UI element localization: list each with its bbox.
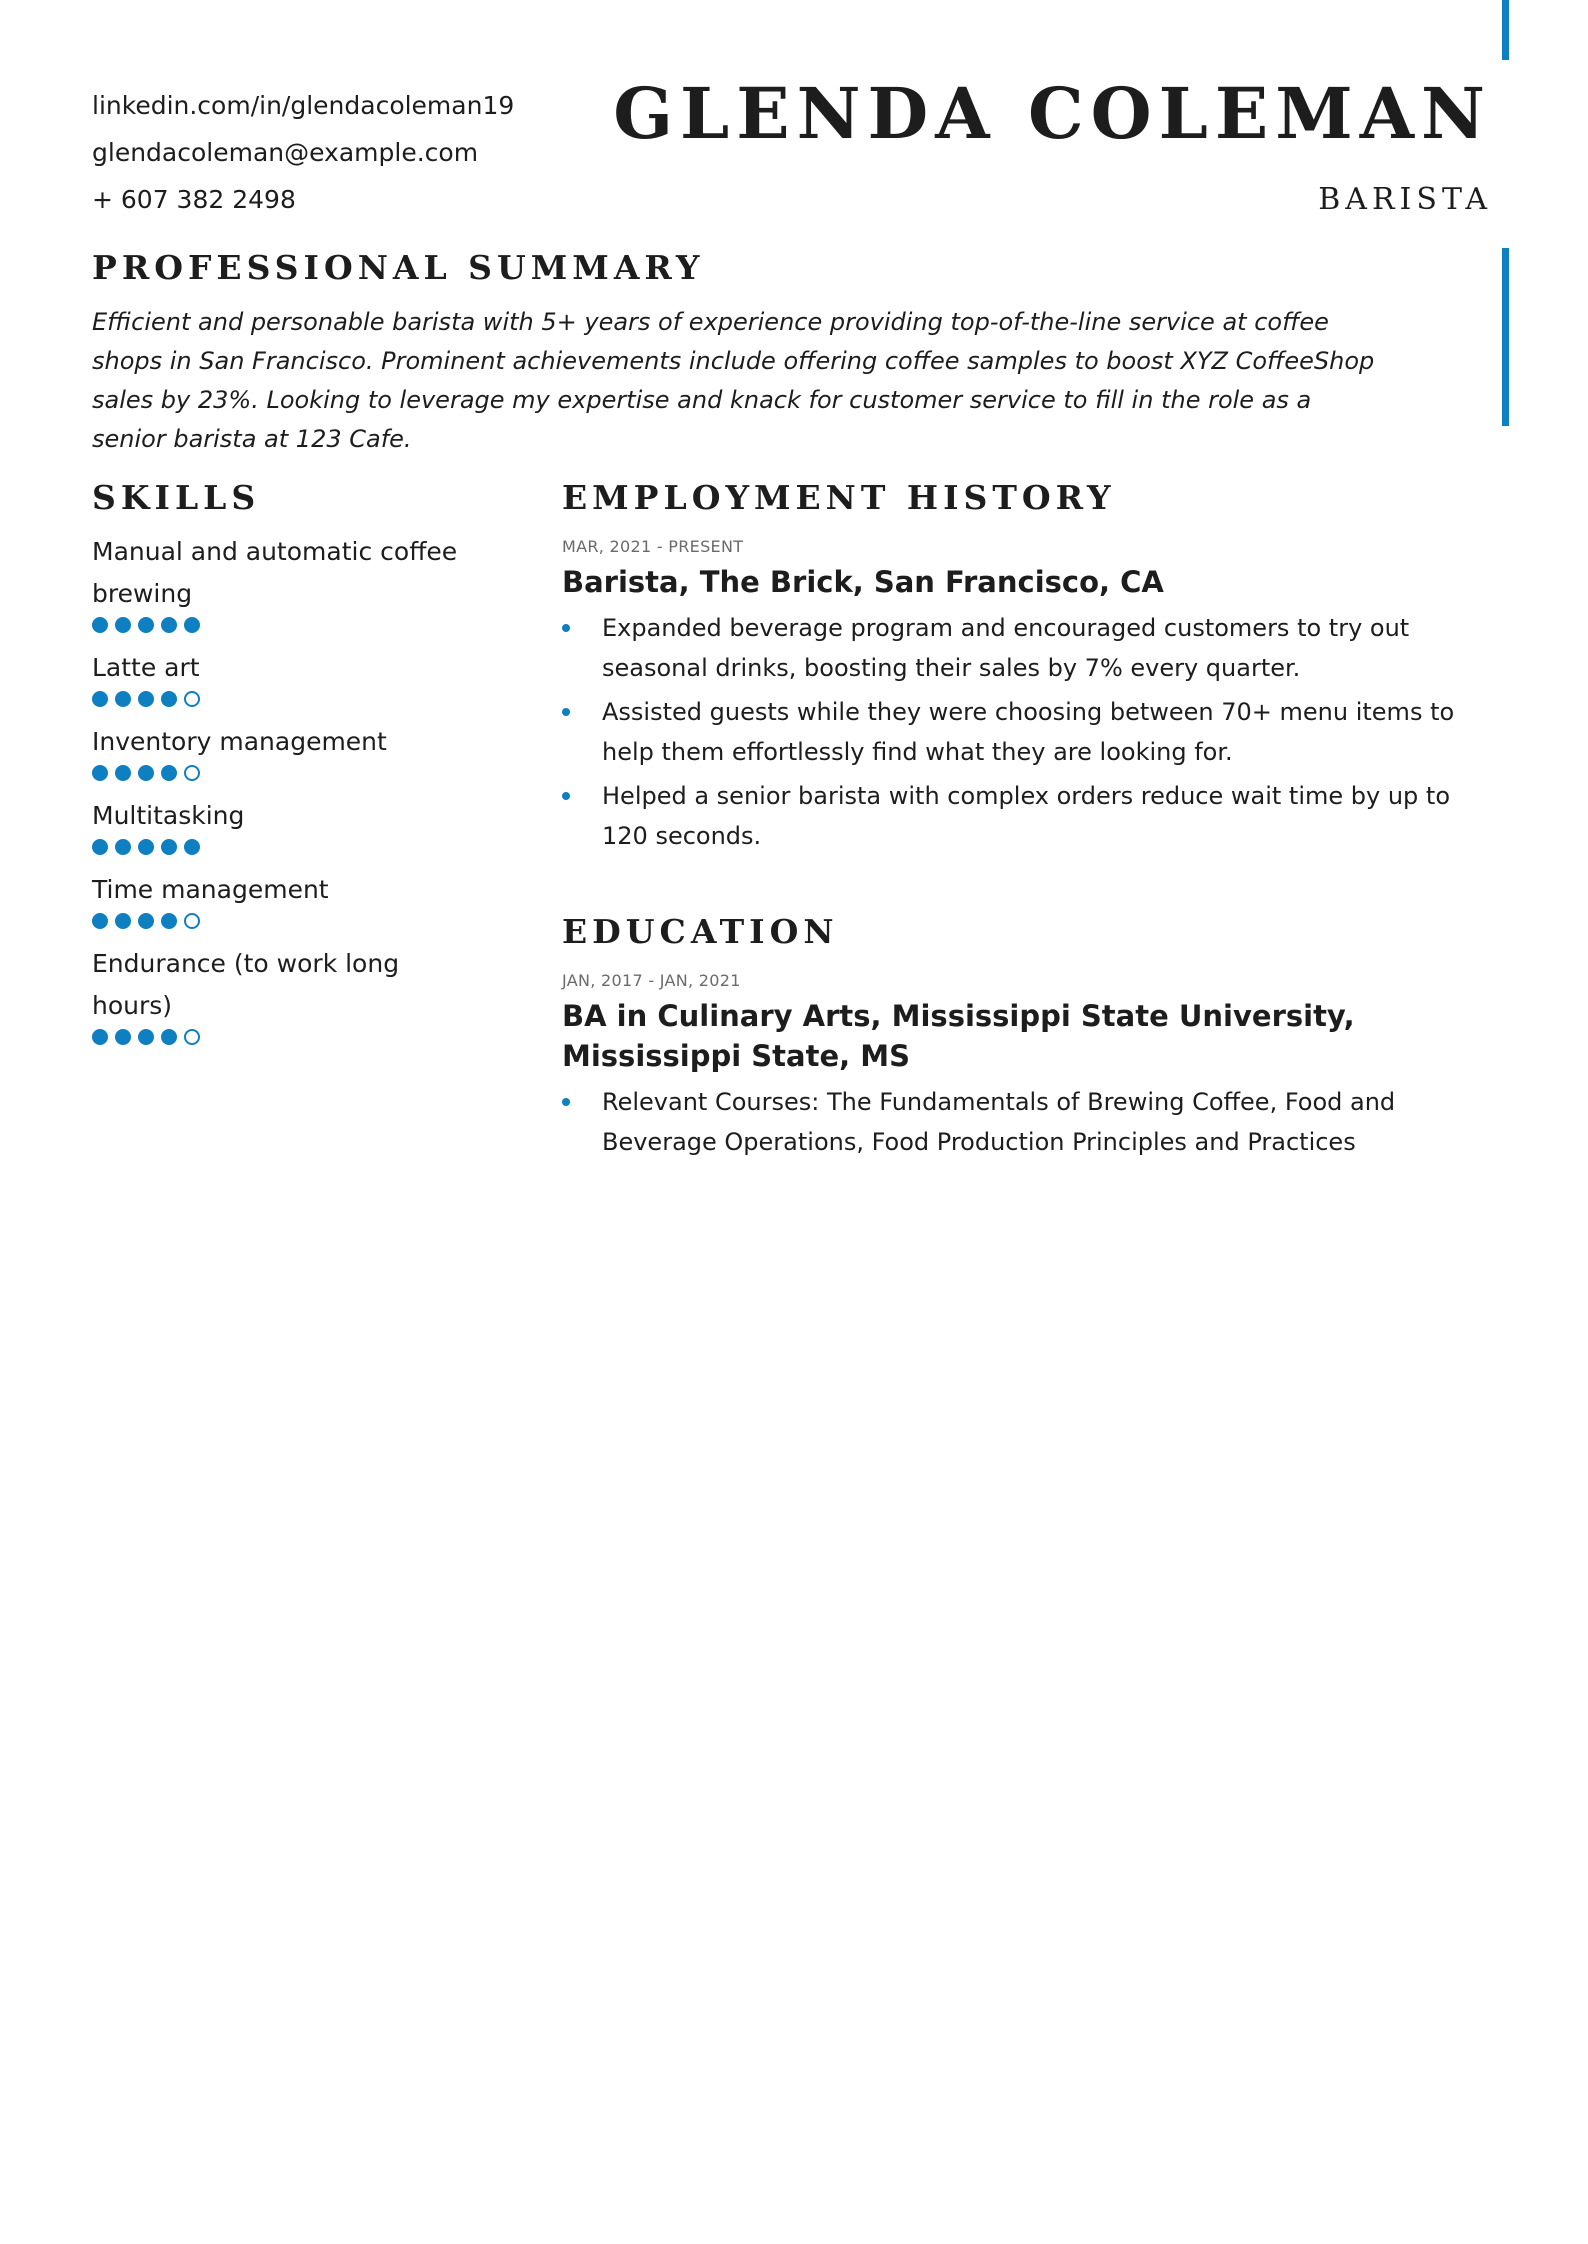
skill-item xyxy=(92,869,492,929)
rating-dot-filled xyxy=(115,913,131,929)
rating-dot-filled xyxy=(161,1029,177,1045)
job-title: BARISTA xyxy=(1318,182,1492,217)
rating-dot-empty xyxy=(184,691,200,707)
linkedin-link[interactable]: linkedin.com/in/glendacoleman19 xyxy=(92,91,515,120)
candidate-name: GLENDA COLEMAN xyxy=(613,72,1492,155)
rating-dot-filled xyxy=(161,765,177,781)
bullet-item xyxy=(562,776,1502,856)
entry-date: MAR, 2021 - PRESENT xyxy=(562,537,744,556)
skill-name: Multitasking xyxy=(92,801,245,830)
rating-dot-filled xyxy=(115,839,131,855)
employment-section xyxy=(562,478,1502,856)
rating-dot-filled xyxy=(138,1029,154,1045)
rating-dot-filled xyxy=(161,617,177,633)
skill-rating xyxy=(92,617,492,633)
skill-rating xyxy=(92,839,492,855)
rating-dot-empty xyxy=(184,765,200,781)
summary-text: Efficient and personable barista with 5+ years of experience providing top-of-the-line service at coffee shops in San Francisco. Prominent achievements include offering coffee samples to boost XYZ CoffeeShop sales by 23%. Looking to leverage my expertise and knack for customer service to fill in the role as a senior barista at 123 Cafe. xyxy=(92,308,1375,453)
skills-list xyxy=(92,531,492,1045)
rating-dot-filled xyxy=(92,765,108,781)
skill-item xyxy=(92,721,492,781)
entry-title: Barista, The Brick, San Francisco, CA xyxy=(562,565,1164,599)
skill-rating xyxy=(92,691,492,707)
bullet-item xyxy=(562,608,1502,688)
bullet-icon xyxy=(562,708,570,716)
summary-heading: PROFESSIONAL SUMMARY xyxy=(92,248,705,287)
email-link[interactable]: glendacoleman@example.com xyxy=(92,138,479,167)
rating-dot-filled xyxy=(92,1029,108,1045)
rating-dot-filled xyxy=(138,617,154,633)
employment-entry xyxy=(562,537,1502,856)
skill-rating xyxy=(92,765,492,781)
contact-info xyxy=(92,82,514,223)
skill-name: Time management xyxy=(92,875,329,904)
skill-item xyxy=(92,531,492,633)
main-column xyxy=(562,478,1502,1166)
rating-dot-filled xyxy=(184,617,200,633)
rating-dot-filled xyxy=(92,691,108,707)
bullet-text: Helped a senior barista with complex orders reduce wait time by up to 120 seconds. xyxy=(602,782,1451,850)
professional-summary-section xyxy=(92,248,1402,459)
accent-bar-top xyxy=(1502,0,1509,60)
rating-dot-filled xyxy=(115,1029,131,1045)
rating-dot-filled xyxy=(161,839,177,855)
entry-title: BA in Culinary Arts, Mississippi State University, Mississippi State, MS xyxy=(562,999,1355,1073)
education-entry xyxy=(562,971,1502,1162)
rating-dot-empty xyxy=(184,913,200,929)
bullet-list xyxy=(562,1082,1502,1162)
rating-dot-filled xyxy=(115,691,131,707)
skills-heading: SKILLS xyxy=(92,478,261,517)
bullet-item xyxy=(562,1082,1502,1162)
rating-dot-filled xyxy=(115,765,131,781)
skill-rating xyxy=(92,1029,492,1045)
education-heading: EDUCATION xyxy=(562,912,839,951)
rating-dot-filled xyxy=(138,765,154,781)
skill-rating xyxy=(92,913,492,929)
rating-dot-empty xyxy=(184,1029,200,1045)
skill-name: Endurance (to work long hours) xyxy=(92,949,400,1020)
rating-dot-filled xyxy=(115,617,131,633)
employment-list xyxy=(562,537,1502,856)
phone-number: + 607 382 2498 xyxy=(92,185,296,214)
rating-dot-filled xyxy=(184,839,200,855)
bullet-list xyxy=(562,608,1502,856)
skill-item xyxy=(92,795,492,855)
bullet-icon xyxy=(562,1098,570,1106)
rating-dot-filled xyxy=(138,839,154,855)
skill-name: Latte art xyxy=(92,653,200,682)
skill-name: Manual and automatic coffee brewing xyxy=(92,537,458,608)
skill-name: Inventory management xyxy=(92,727,387,756)
bullet-text: Relevant Courses: The Fundamentals of Brewing Coffee, Food and Beverage Operations, Food Production Principles and Practices xyxy=(602,1088,1396,1156)
education-list xyxy=(562,971,1502,1162)
rating-dot-filled xyxy=(161,691,177,707)
skills-section xyxy=(92,478,492,1059)
education-section xyxy=(562,912,1502,1162)
bullet-item xyxy=(562,692,1502,772)
bullet-text: Expanded beverage program and encouraged customers to try out seasonal drinks, boosting their sales by 7% every quarter. xyxy=(602,614,1410,682)
skill-item xyxy=(92,647,492,707)
rating-dot-filled xyxy=(138,691,154,707)
skill-item xyxy=(92,943,492,1045)
entry-date: JAN, 2017 - JAN, 2021 xyxy=(562,971,741,990)
rating-dot-filled xyxy=(92,617,108,633)
rating-dot-filled xyxy=(92,839,108,855)
rating-dot-filled xyxy=(92,913,108,929)
bullet-icon xyxy=(562,624,570,632)
accent-bar-summary xyxy=(1502,248,1509,426)
employment-heading: EMPLOYMENT HISTORY xyxy=(562,478,1116,517)
rating-dot-filled xyxy=(138,913,154,929)
bullet-text: Assisted guests while they were choosing between 70+ menu items to help them effortlessly find what they are looking for. xyxy=(602,698,1455,766)
rating-dot-filled xyxy=(161,913,177,929)
bullet-icon xyxy=(562,792,570,800)
